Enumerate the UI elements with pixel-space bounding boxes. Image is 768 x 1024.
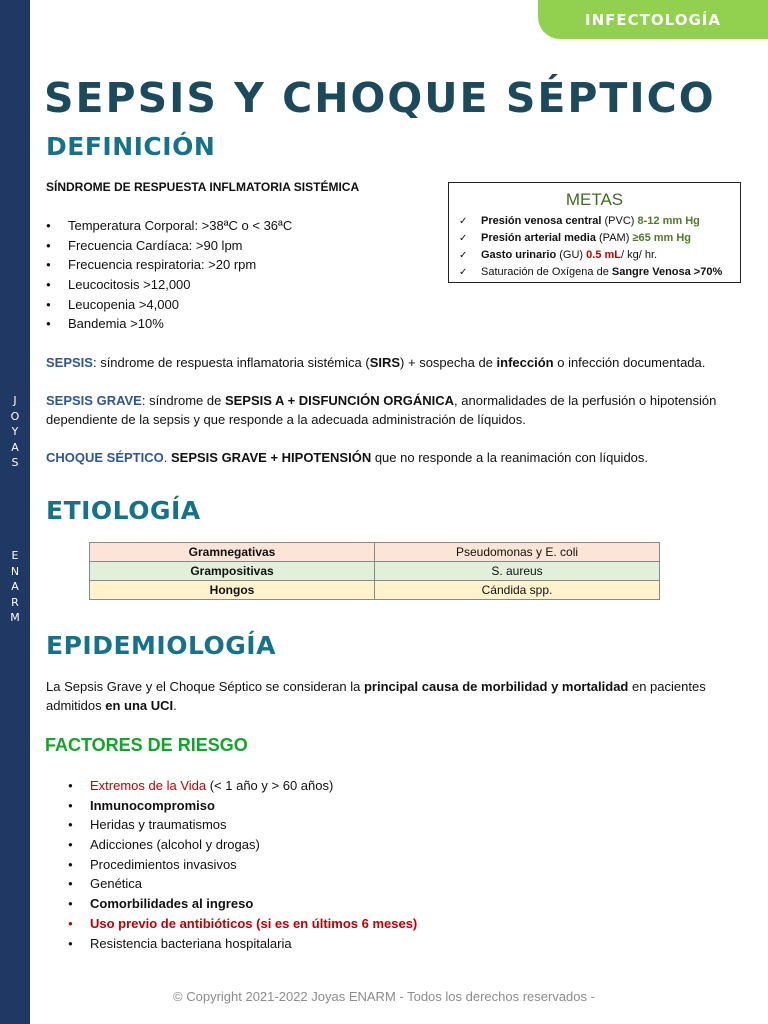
metas-item-value: 8-12 mm Hg bbox=[637, 215, 700, 227]
metas-item-label: Presión arterial media bbox=[481, 232, 596, 244]
text-span: (< 1 año y > 60 años) bbox=[206, 778, 334, 793]
footer-copyright: © Copyright 2021-2022 Joyas ENARM - Todos los derechos reservados - bbox=[173, 989, 595, 1004]
metas-item-label: Gasto urinario bbox=[481, 249, 557, 261]
choque-definition bbox=[46, 448, 746, 467]
text-span: ) + sospecha de bbox=[400, 355, 497, 370]
list-item: ● Temperatura Corporal: >38ªC o < 36ªC bbox=[46, 216, 292, 236]
text-span: en pacientes admitidos bbox=[46, 679, 706, 713]
list-item: ● Comorbilidades al ingreso bbox=[68, 894, 417, 914]
sidebar-letter: J bbox=[13, 394, 17, 407]
list-item: ● Adicciones (alcohol y drogas) bbox=[68, 835, 417, 855]
table-cell: S. aureus bbox=[375, 562, 660, 581]
list-item: ● Frecuencia Cardíaca: >90 lpm bbox=[46, 236, 292, 256]
list-item: ● Frecuencia respiratoria: >20 rpm bbox=[46, 255, 292, 275]
table-cell: Grampositivas bbox=[90, 562, 375, 581]
list-item: ● Leucopenia >4,000 bbox=[46, 295, 292, 315]
text-span: o infección documentada. bbox=[553, 355, 706, 370]
checkmark-icon: ✓ bbox=[459, 250, 468, 261]
list-item: ● Genética bbox=[68, 874, 417, 894]
table-cell: Gramnegativas bbox=[90, 543, 375, 562]
term-label: SEPSIS GRAVE bbox=[46, 393, 142, 408]
text-span: principal causa de morbilidad y mortalidad bbox=[363, 679, 629, 694]
sidebar-letter: E bbox=[11, 549, 19, 562]
etiology-table bbox=[89, 542, 660, 600]
metas-item-unit: / kg/ hr. bbox=[621, 249, 658, 261]
text-span: La Sepsis Grave y el Choque Séptico se consideran la bbox=[46, 679, 364, 694]
table-cell: Pseudomonas y E. coli bbox=[375, 543, 660, 562]
metas-item bbox=[449, 213, 740, 230]
term-label: CHOQUE SÉPTICO bbox=[46, 450, 164, 465]
text-span: . bbox=[163, 450, 171, 465]
sidebar-letter: N bbox=[10, 564, 20, 578]
metas-item-value: ≥65 mm Hg bbox=[632, 232, 692, 244]
list-item: ● Inmunocompromiso bbox=[68, 796, 417, 816]
sidebar-letters-joyas bbox=[0, 393, 30, 471]
sidebar-letter: S bbox=[11, 456, 19, 469]
list-item: ● Heridas y traumatismos bbox=[68, 815, 417, 835]
sepsis-grave-definition bbox=[46, 391, 746, 429]
metas-item-abbr: (PVC) bbox=[601, 215, 638, 227]
sidebar-letters-enarm bbox=[0, 548, 30, 626]
sidebar-letter: O bbox=[10, 409, 20, 423]
text-span: SEPSIS GRAVE + HIPOTENSIÓN bbox=[170, 450, 372, 465]
metas-item-abbr: (GU) bbox=[556, 249, 587, 261]
metas-item-label: Presión venosa central bbox=[481, 215, 602, 227]
metas-title: METAS bbox=[565, 190, 624, 209]
epidemiology-paragraph bbox=[46, 677, 736, 715]
list-item: ● Resistencia bacteriana hospitalaria bbox=[68, 934, 417, 954]
table-row bbox=[90, 562, 660, 581]
metas-box bbox=[448, 182, 741, 283]
section-heading-epidemiologia: EPIDEMIOLOGÍA bbox=[46, 631, 276, 660]
table-row bbox=[90, 581, 660, 600]
sidebar-letter: M bbox=[10, 611, 20, 624]
sidebar-bar bbox=[0, 0, 30, 1024]
text-span: , anormalidades de la perfusión o hipotensión dependiente de la sepsis y que responde a la adecuada administración de líquidos. bbox=[46, 393, 717, 427]
list-item: ● Leucocitosis >12,000 bbox=[46, 275, 292, 295]
list-item bbox=[68, 776, 417, 796]
metas-list bbox=[449, 213, 740, 281]
category-tag: INFECTOLOGÍA bbox=[538, 0, 768, 39]
list-item: ● Uso previo de antibióticos (si es en últimos 6 meses) bbox=[68, 914, 417, 934]
table-cell: Hongos bbox=[90, 581, 375, 600]
page-title: SEPSIS Y CHOQUE SÉPTICO bbox=[44, 74, 716, 122]
list-item: ● Procedimientos invasivos bbox=[68, 855, 417, 875]
text-span: : síndrome de respuesta inflamatoria sistémica ( bbox=[92, 355, 370, 370]
term-label: SEPSIS bbox=[46, 355, 93, 370]
checkmark-icon: ✓ bbox=[459, 233, 468, 244]
sepsis-definition bbox=[46, 353, 746, 372]
text-span: en una UCI bbox=[105, 698, 174, 713]
metas-item bbox=[449, 247, 740, 264]
text-span: : síndrome de bbox=[141, 393, 225, 408]
metas-item-value: Sangre Venosa >70% bbox=[611, 266, 723, 278]
metas-item-abbr: Saturación de Oxígena de bbox=[481, 266, 612, 278]
metas-item-abbr: (PAM) bbox=[595, 232, 633, 244]
sidebar-letter: R bbox=[11, 595, 19, 609]
metas-item bbox=[449, 230, 740, 247]
checkmark-icon: ✓ bbox=[459, 267, 468, 278]
section-heading-definicion: DEFINICIÓN bbox=[46, 132, 216, 161]
risk-factors-list bbox=[68, 776, 417, 953]
section-heading-etiologia: ETIOLOGÍA bbox=[46, 496, 201, 525]
table-cell: Cándida spp. bbox=[375, 581, 660, 600]
sidebar-letter: A bbox=[11, 440, 19, 454]
list-item: ● Bandemia >10% bbox=[46, 314, 292, 334]
sirs-criteria-list bbox=[46, 216, 292, 334]
text-span: SIRS bbox=[369, 355, 401, 370]
metas-item-value: 0.5 mL bbox=[586, 249, 621, 261]
metas-item bbox=[449, 264, 740, 281]
text-span: que no responde a la reanimación con líquidos. bbox=[371, 450, 649, 465]
text-span: infección bbox=[496, 355, 554, 370]
text-span: SEPSIS A + DISFUNCIÓN ORGÁNICA bbox=[224, 393, 455, 408]
sidebar-letter: Y bbox=[11, 425, 19, 438]
text-span: . bbox=[173, 698, 177, 713]
sirs-title: SÍNDROME DE RESPUESTA INFLMATORIA SISTÉMICA bbox=[46, 180, 360, 194]
table-row bbox=[90, 543, 660, 562]
text-span: Extremos de la Vida bbox=[90, 778, 207, 793]
section-heading-factores: FACTORES DE RIESGO bbox=[45, 735, 248, 755]
sidebar-letter: A bbox=[11, 580, 19, 593]
checkmark-icon: ✓ bbox=[459, 216, 468, 227]
